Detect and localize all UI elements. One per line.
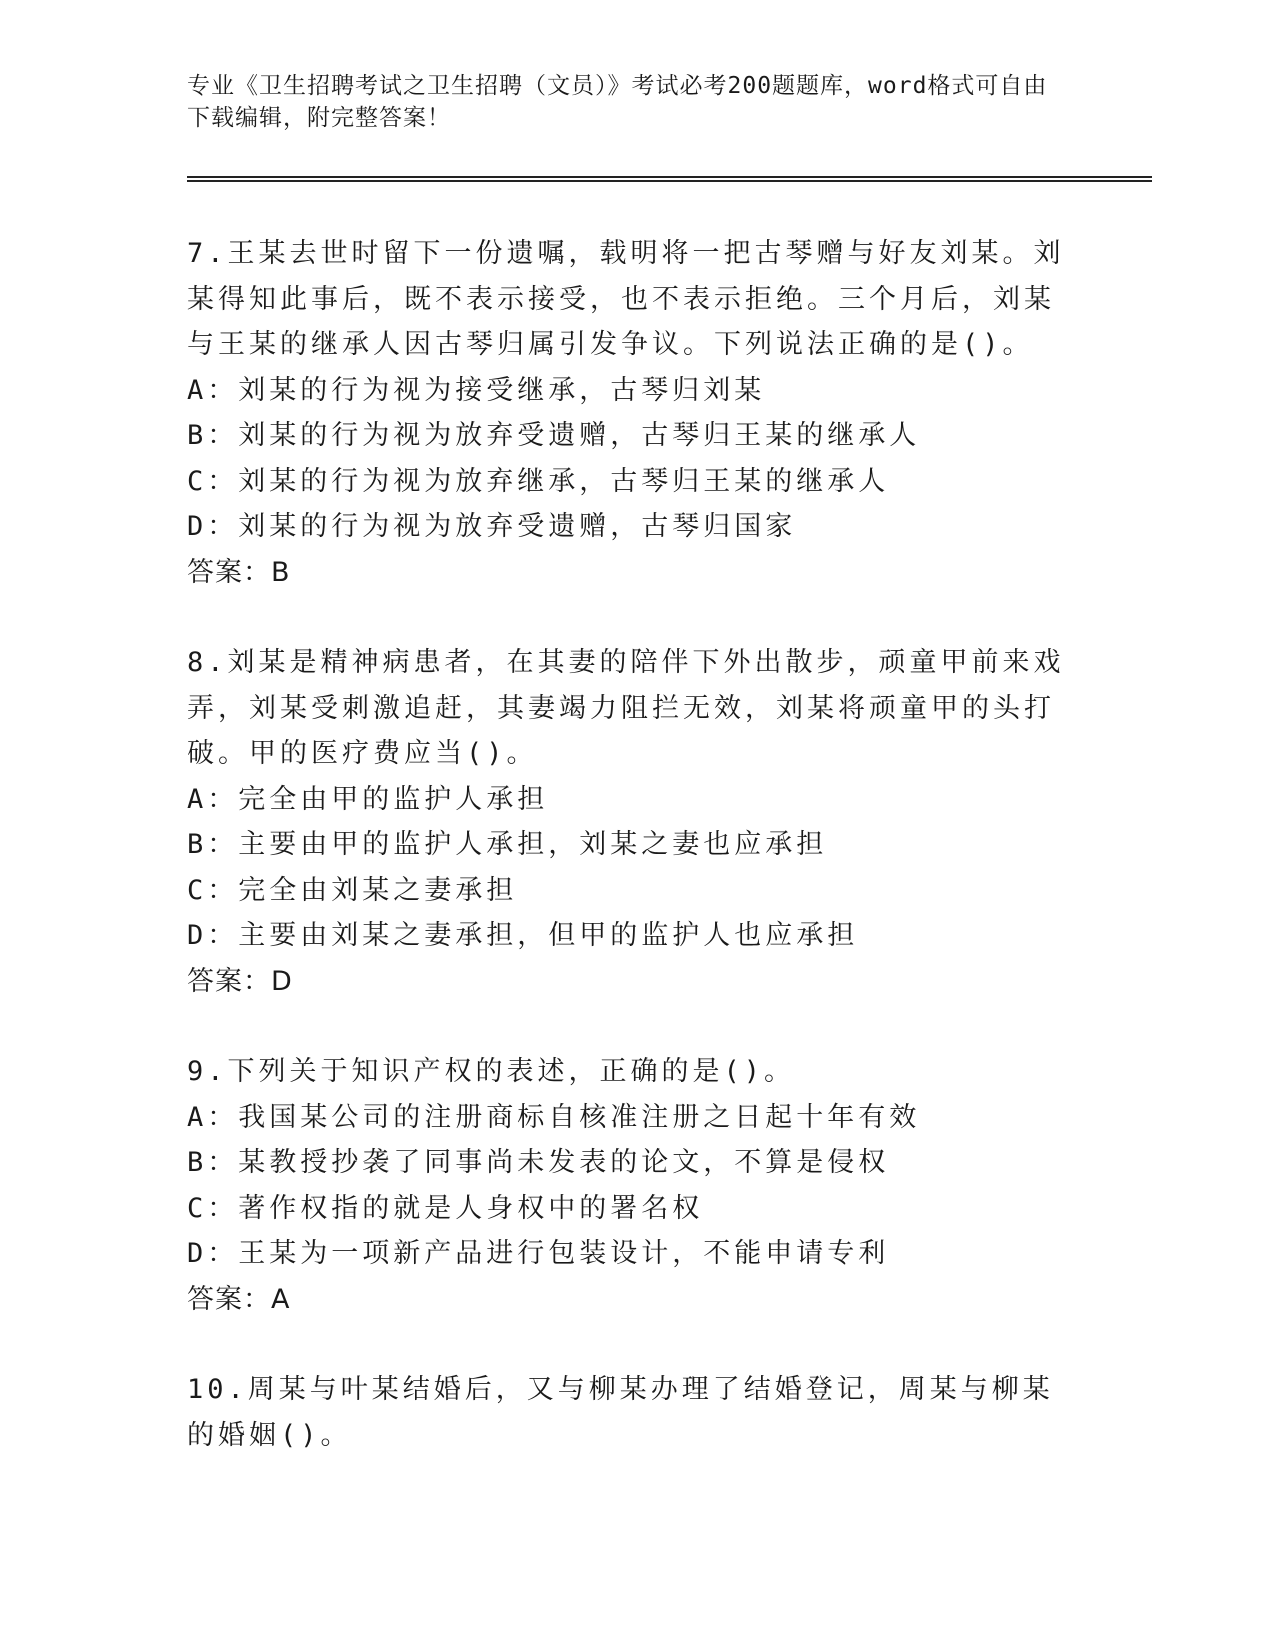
option-b: B：某教授抄袭了同事尚未发表的论文，不算是侵权 — [187, 1147, 890, 1178]
option-a: A：完全由甲的监护人承担 — [187, 783, 549, 815]
option-b: B：刘某的行为视为放弃受遗赠，古琴归王某的继承人 — [187, 420, 921, 451]
question-8 — [187, 640, 1067, 1004]
question-stem: 9.下列关于知识产权的表述，正确的是()。 — [187, 1056, 796, 1087]
answer-line: 答案：D — [187, 965, 293, 997]
option-a: A：我国某公司的注册商标自核准注册之日起十年有效 — [187, 1101, 921, 1133]
question-stem: 10.周某与叶某结婚后，又与柳某办理了结婚登记，周某与柳某的婚姻()。 — [187, 1374, 1054, 1451]
question-stem: 7.王某去世时留下一份遗嘱，载明将一把古琴赠与好友刘某。刘某得知此事后，既不表示接受，也不表示拒绝。三个月后，刘某与王某的继承人因古琴归属引发争议。下列说法正确的是()。 — [187, 238, 1065, 360]
question-stem: 8.刘某是精神病患者，在其妻的陪伴下外出散步，顽童甲前来戏弄，刘某受刺激追赶，其妻竭力阻拦无效，刘某将顽童甲的头打破。甲的医疗费应当()。 — [187, 647, 1065, 769]
document-header: 专业《卫生招聘考试之卫生招聘（文员）》考试必考200题题库，word格式可自由下载编辑，附完整答案！ — [187, 73, 1048, 131]
option-d: D：主要由刘某之妻承担，但甲的监护人也应承担 — [187, 920, 859, 951]
question-7 — [187, 231, 1067, 595]
option-c: C：完全由刘某之妻承担 — [187, 874, 518, 906]
question-10 — [187, 1367, 1067, 1458]
option-c: C：著作权指的就是人身权中的署名权 — [187, 1192, 704, 1224]
question-9 — [187, 1049, 1067, 1322]
option-b: B：主要由甲的监护人承担，刘某之妻也应承担 — [187, 829, 828, 860]
answer-line: 答案：A — [187, 1283, 291, 1315]
answer-line: 答案：B — [187, 556, 291, 588]
option-a: A：刘某的行为视为接受继承，古琴归刘某 — [187, 374, 766, 406]
option-c: C：刘某的行为视为放弃继承，古琴归王某的继承人 — [187, 465, 890, 497]
option-d: D：王某为一项新产品进行包装设计，不能申请专利 — [187, 1238, 890, 1269]
header-divider — [187, 176, 1152, 182]
option-d: D：刘某的行为视为放弃受遗赠，古琴归国家 — [187, 511, 797, 542]
